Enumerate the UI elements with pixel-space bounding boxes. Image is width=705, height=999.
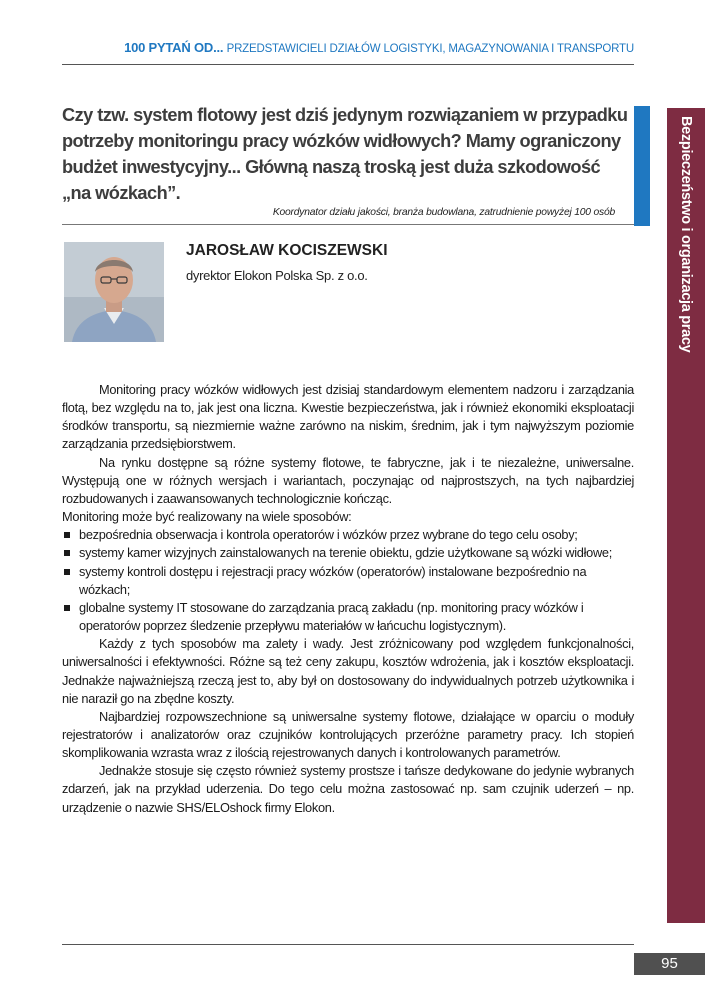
- page-number: 95: [634, 953, 705, 975]
- list-item: bezpośrednia obserwacja i kontrola operatorów i wózków przez wybrane do tego celu osoby;: [62, 526, 634, 544]
- question-asker: Koordynator działu jakości, branża budowlana, zatrudnienie powyżej 100 osób: [272, 207, 615, 218]
- section-side-text: Bezpieczeństwo i organizacja pracy: [678, 116, 694, 353]
- author-role: dyrektor Elokon Polska Sp. z o.o.: [186, 268, 368, 283]
- section-side-label: [667, 108, 705, 368]
- header-divider: [62, 64, 634, 65]
- footer-divider: [62, 944, 634, 945]
- author-name: JAROSŁAW KOCISZEWSKI: [186, 242, 388, 259]
- question-heading: Czy tzw. system flotowy jest dziś jedynym rozwiązaniem w przypadku potrzeby monitoringu pracy wózków widłowych? Mamy ograniczony budżet inwestycyjny... Główną naszą troską jest duża szkodowość „na wózkach”.: [62, 105, 628, 203]
- methods-list: [62, 526, 634, 635]
- body-paragraph: Jednakże stosuje się często również systemy prostsze i tańsze dedykowane do jedynie wybranych zdarzeń, jak na przykład uderzenia. Do tego celu można zastosować np. sam czujnik uderzeń – np. urządzenie o nazwie SHS/ELOshock firmy Elokon.: [62, 763, 634, 815]
- author-photo: [64, 242, 164, 342]
- question-divider: [62, 224, 634, 225]
- question-accent-bar: [634, 106, 650, 226]
- header-number: 100: [124, 40, 146, 55]
- author-portrait-image: [64, 242, 164, 342]
- body-paragraph: Każdy z tych sposobów ma zalety i wady. Jest zróżnicowany pod względem funkcjonalności, uniwersalności i efektywności. Różne są też ceny zakupu, kosztów wdrożenia, jak i kosztów eksploatacji. Jednakże najważniejszą rzeczą jest to, aby był on dostosowany do indywidualnych potrzeb użytkownika i nie naraził go na zbędne koszty.: [62, 636, 634, 706]
- header-brand: PYTAŃ OD...: [148, 40, 224, 55]
- body-paragraph: Na rynku dostępne są różne systemy flotowe, te fabryczne, jak i te niezależne, uniwersalne. Występują one w różnych wersjach i wariantach, poczynając od najprostszych, na tych najbardziej rozbudowanych i zaawansowanych technologicznie kończąc.: [62, 454, 634, 506]
- body-paragraph: Najbardziej rozpowszechnione są uniwersalne systemy flotowe, działające w oparciu o moduły rejestratorów i analizatorów oraz czujników kontrolujących przeróżne parametry pracy. Ich stopień skomplikowania wzrasta wraz z ilością rejestrowanych danych i kontrolowanych parametrów.: [62, 708, 634, 761]
- list-item: systemy kamer wizyjnych zainstalowanych na terenie obiektu, gdzie użytkowane są wózki widłowe;: [62, 544, 634, 562]
- article-body: [62, 381, 634, 817]
- body-paragraph: Monitoring pracy wózków widłowych jest dzisiaj standardowym elementem nadzoru i zarządzania flotą, bez względu na to, jak jest ona liczna. Kwestie bezpieczeństwa, jak i również ekonomiki eksploatacji środków transportu, są niezmiernie ważne zarówno na niskim, średnim, jak i tym najwyższym poziomie zarządzania przedsiębiorstwem.: [62, 382, 634, 452]
- header-subtitle: PRZEDSTAWICIELI DZIAŁÓW LOGISTYKI, MAGAZYNOWANIA I TRANSPORTU: [226, 43, 634, 55]
- page-header: [62, 40, 634, 64]
- list-item: systemy kontroli dostępu i rejestracji pracy wózków (operatorów) instalowane bezpośrednio na wózkach;: [62, 563, 634, 599]
- list-item: globalne systemy IT stosowane do zarządzania pracą zakładu (np. monitoring pracy wózków i operatorów poprzez śledzenie przepływu materiałów w łańcuchu logistycznym).: [62, 599, 634, 635]
- body-paragraph: Monitoring może być realizowany na wiele sposobów:: [62, 509, 352, 525]
